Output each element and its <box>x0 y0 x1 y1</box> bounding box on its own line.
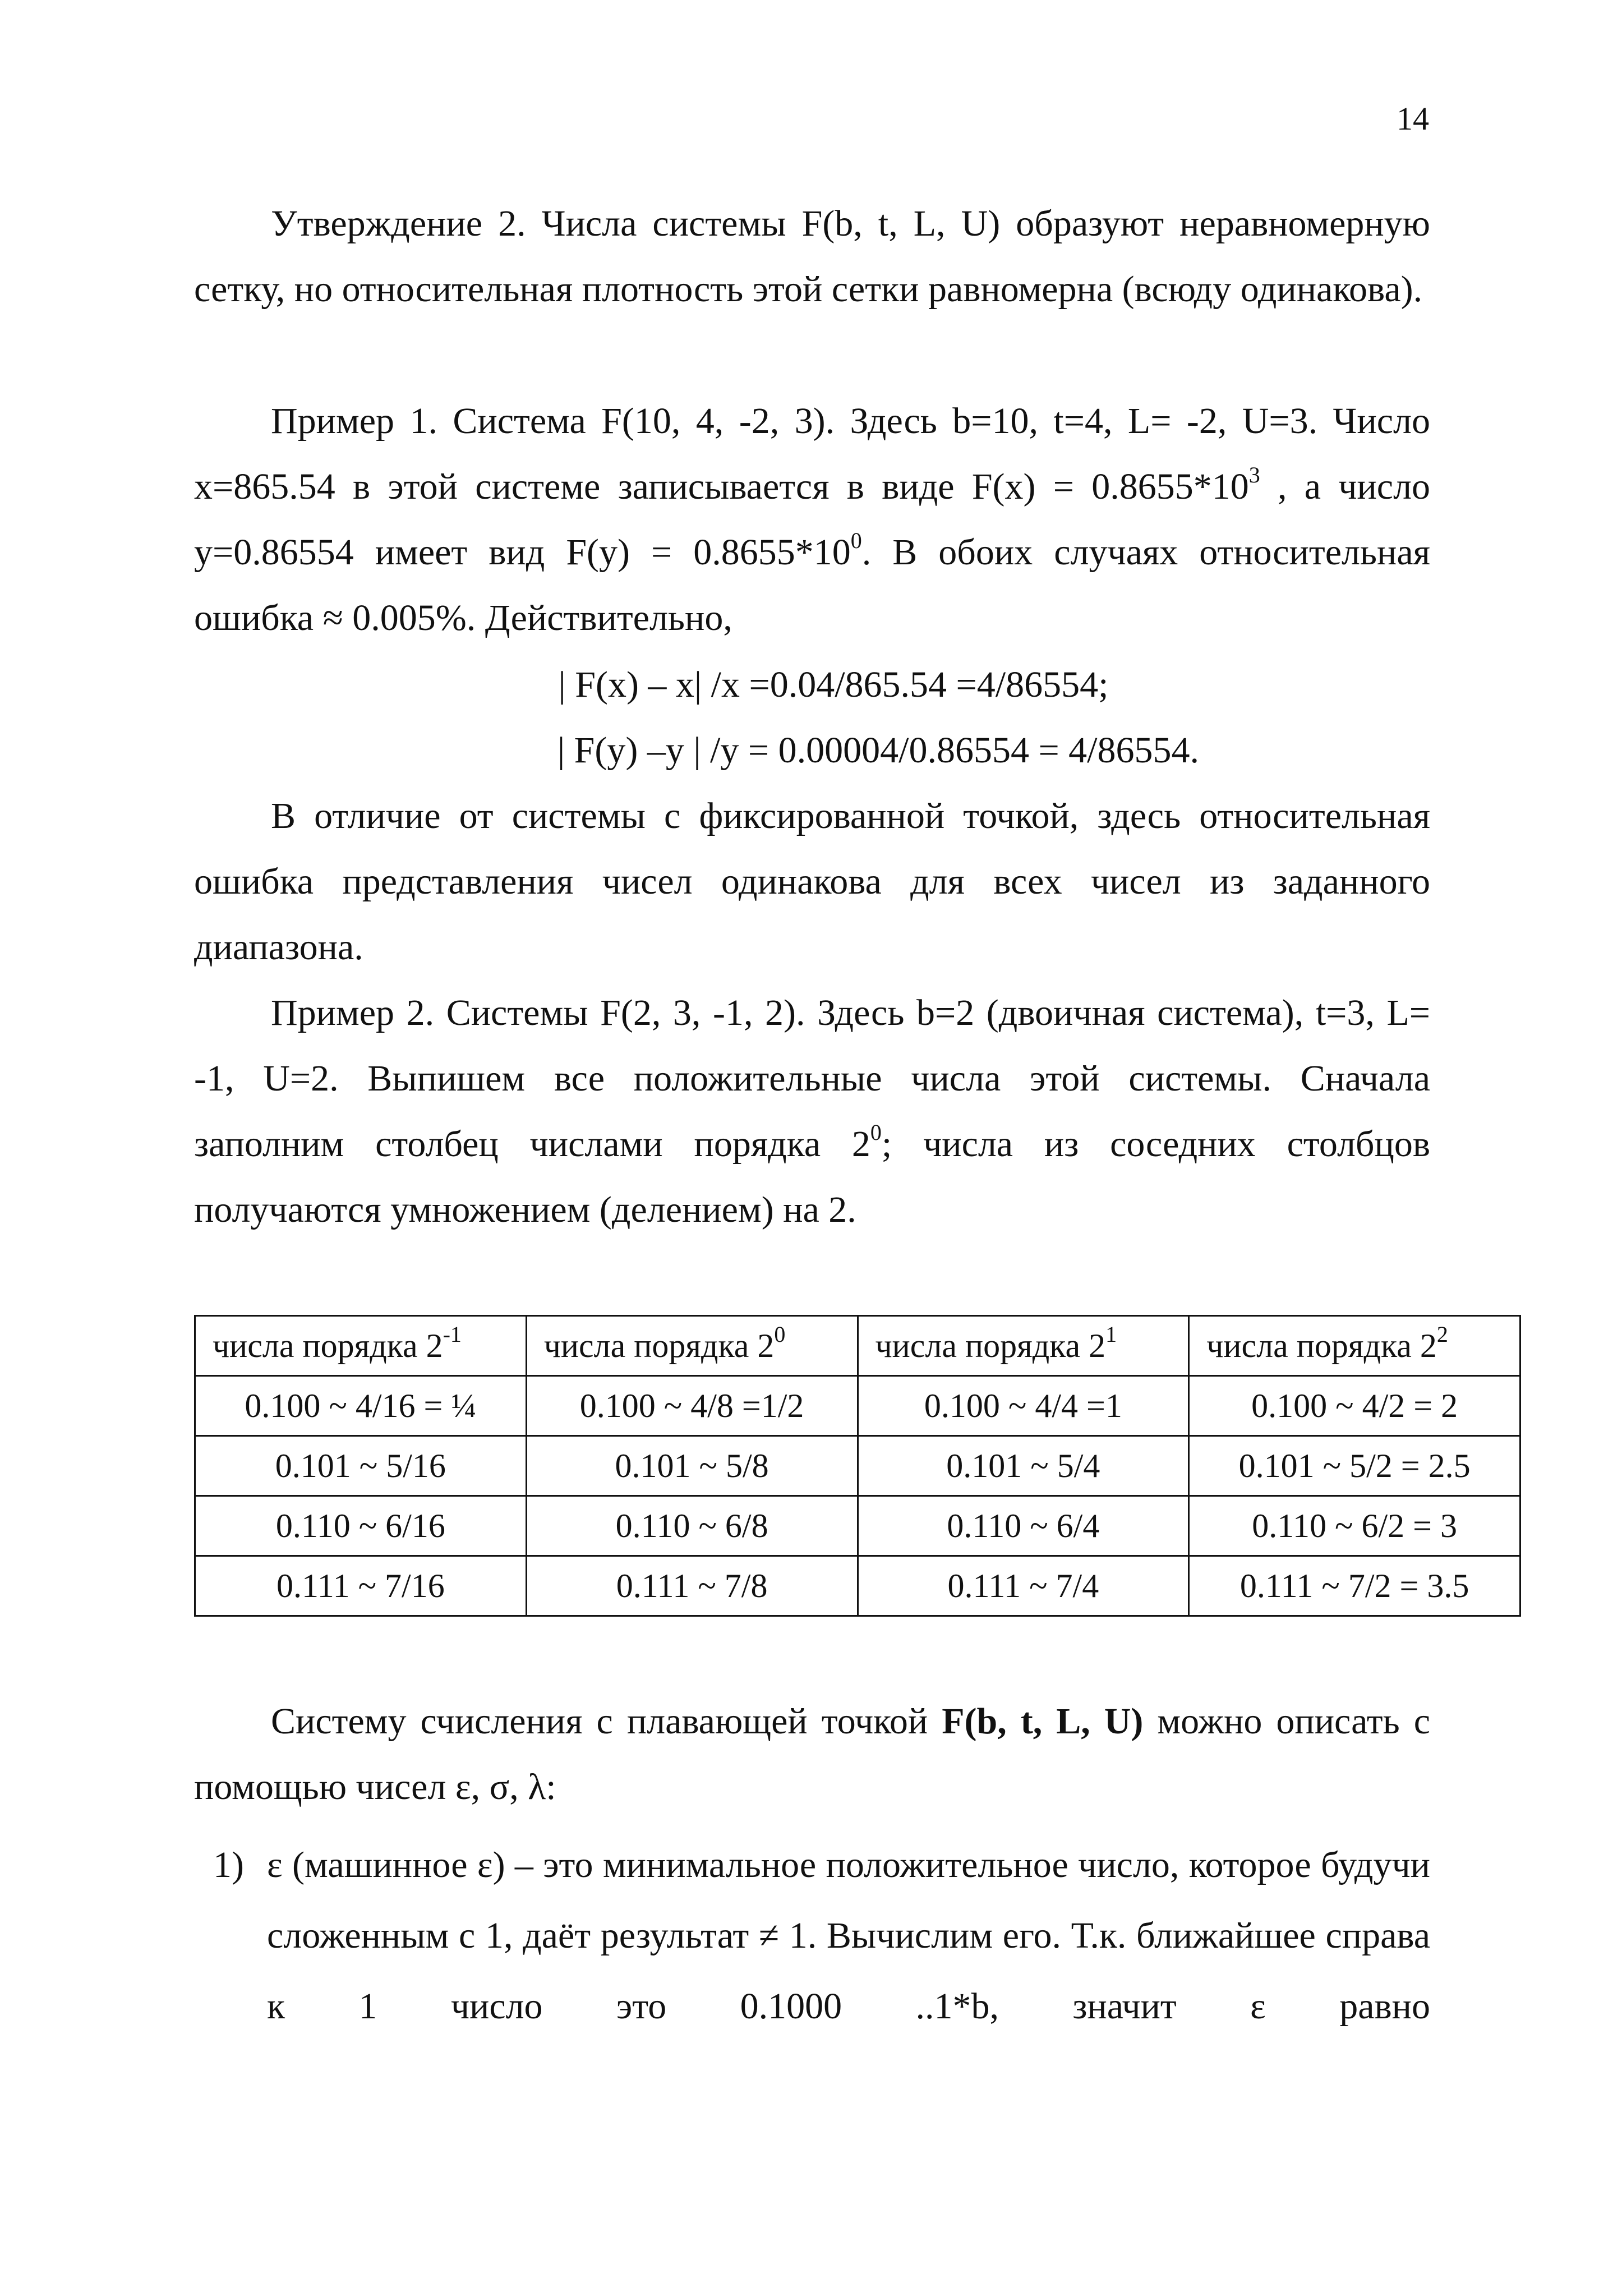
table-row <box>195 1376 1520 1436</box>
fixed-point-paragraph: В отличие от системы с фиксированной точкой, здесь относительная ошибка представления чисел одинакова для всех чисел из заданного диапазона. <box>194 795 1430 968</box>
header-exponent: 0 <box>774 1321 786 1347</box>
table-row <box>195 1556 1520 1616</box>
example-1-paragraph <box>194 388 1430 651</box>
table-cell: 0.100 ~ 4/4 =1 <box>858 1376 1189 1436</box>
table-cell: 0.100 ~ 4/2 = 2 <box>1189 1376 1520 1436</box>
table-cell: 0.110 ~ 6/4 <box>858 1496 1189 1556</box>
table-header-cell <box>858 1316 1189 1376</box>
list-item-number: 1) <box>213 1844 244 1885</box>
table-row <box>195 1496 1520 1556</box>
table-cell: 0.100 ~ 4/16 = ¼ <box>195 1376 527 1436</box>
list-item <box>213 1830 1430 2042</box>
header-prefix: числа порядка 2 <box>543 1327 775 1364</box>
table-cell: 0.111 ~ 7/16 <box>195 1556 527 1616</box>
header-exponent: 2 <box>1436 1321 1448 1347</box>
example-2-text-a: Пример 2. Системы F(2, 3, -1, 2). Здесь b=2 (двоичная система), t=3, L= -1, U=2. Выпишем все положительные числа этой системы. Сначала заполним столбец числами порядка 2 <box>194 992 1430 1165</box>
table-cell: 0.101 ~ 5/2 = 2.5 <box>1189 1436 1520 1496</box>
system-description-paragraph <box>194 1688 1430 1820</box>
system-notation: F(b, t, L, U) <box>942 1701 1144 1742</box>
table-cell: 0.111 ~ 7/8 <box>526 1556 858 1616</box>
header-exponent: 1 <box>1105 1321 1117 1347</box>
example-2-text-b: ; числа из соседних столбцов получаются умножением (делением) на 2. <box>194 1124 1430 1230</box>
header-exponent: -1 <box>443 1321 462 1347</box>
table-header-cell <box>195 1316 527 1376</box>
example-2-exponent: 0 <box>870 1120 882 1145</box>
example-1-exponent-a: 3 <box>1248 462 1260 487</box>
example-2-paragraph <box>194 980 1430 1243</box>
table-cell: 0.101 ~ 5/16 <box>195 1436 527 1496</box>
header-prefix: числа порядка 2 <box>875 1327 1106 1364</box>
header-prefix: числа порядка 2 <box>213 1327 443 1364</box>
table-header-row <box>195 1316 1520 1376</box>
header-prefix: числа порядка 2 <box>1206 1327 1437 1364</box>
example-1-text-c: . В обоих случаях относительная ошибка ≈ 0.005%. Действительно, <box>194 532 1430 638</box>
example-1-text-a: Пример 1. Система F(10, 4, -2, 3). Здесь b=10, t=4, L= -2, U=3. Число x=865.54 в этой системе записывается в виде F(x) = 0.8655*10 <box>194 401 1430 507</box>
formula-relative-error-x: | F(x) – x| /x =0.04/865.54 =4/86554; <box>558 664 1109 705</box>
table-cell: 0.110 ~ 6/16 <box>195 1496 527 1556</box>
table-cell: 0.110 ~ 6/8 <box>526 1496 858 1556</box>
table-cell: 0.100 ~ 4/8 =1/2 <box>526 1376 858 1436</box>
table-header-cell <box>526 1316 858 1376</box>
table-cell: 0.111 ~ 7/2 = 3.5 <box>1189 1556 1520 1616</box>
formula-relative-error-y: | F(y) –y | /y = 0.00004/0.86554 = 4/86554. <box>557 730 1200 771</box>
table-cell: 0.101 ~ 5/8 <box>526 1436 858 1496</box>
example-1-exponent-b: 0 <box>850 528 862 553</box>
example-1-text-b: , а число y=0.86554 имеет вид F(y) = 0.8655*10 <box>194 466 1431 573</box>
table-cell: 0.101 ~ 5/4 <box>858 1436 1189 1496</box>
page-number: 14 <box>1397 100 1429 137</box>
table-cell: 0.110 ~ 6/2 = 3 <box>1189 1496 1520 1556</box>
table-cell: 0.111 ~ 7/4 <box>858 1556 1189 1616</box>
list-item-text: ε (машинное ε) – это минимальное положительное число, которое будучи сложенным с 1, даёт результат ≠ 1. Вычислим его. Т.к. ближайшее справа к 1 число это 0.1000 ..1*b, значит ε равно <box>267 1844 1430 2027</box>
binary-numbers-table <box>194 1315 1521 1617</box>
system-description-text-b: можно описать с помощью чисел ε, σ, λ: <box>194 1701 1430 1807</box>
statement-paragraph: Утверждение 2. Числа системы F(b, t, L, U) образуют неравномерную сетку, но относительная плотность этой сетки равномерна (всюду одинакова). <box>194 203 1430 310</box>
table-header-cell <box>1189 1316 1520 1376</box>
system-description-text-a: Систему счисления с плавающей точкой <box>271 1701 942 1742</box>
table-row <box>195 1436 1520 1496</box>
